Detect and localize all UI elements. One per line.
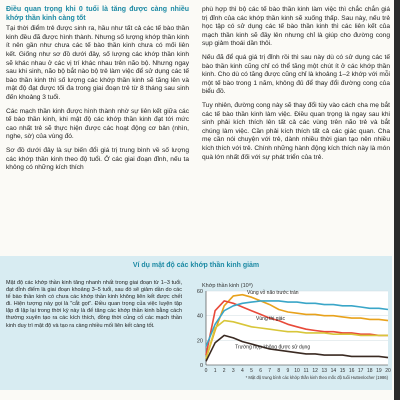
- paragraph: phù hợp thì bộ các tế bào thần kinh làm việc thì chắc chắn giá trị đỉnh của các khớp thần kinh sẽ xuống thấp. Sau này, nếu trẻ học tập có sử dụng các tế bào thần kinh thì các liên kết của mạch thần kinh sẽ đầy lên nhưng chỉ là giúp cho đường cong sụp giảm thoái dần thôi.: [202, 6, 390, 48]
- section-heading: Điều quan trọng khi 0 tuổi là tăng được càng nhiều khớp thần kinh càng tốt: [6, 6, 189, 22]
- x-tick-label: 10: [294, 368, 300, 374]
- x-tick-label: 20: [385, 368, 391, 374]
- y-tick-label: 0: [199, 363, 203, 369]
- x-tick-label: 15: [339, 368, 346, 374]
- x-tick-label: 16: [348, 368, 355, 374]
- y-tick-label: 20: [196, 338, 203, 345]
- x-tick-label: 11: [303, 368, 309, 374]
- chart-source-note: * Mật độ trung bình các khớp thần kinh theo mốc độ tuổi Huttenlocher (1986): [245, 375, 388, 380]
- page-edge: [394, 0, 400, 400]
- x-tick-label: 6: [259, 368, 262, 374]
- right-column: [202, 6, 390, 167]
- y-tick-label: 40: [196, 313, 203, 320]
- x-tick-label: 8: [277, 368, 281, 374]
- x-tick-label: 1: [213, 368, 217, 374]
- x-tick-label: 2: [222, 368, 226, 374]
- x-tick-label: 13: [321, 368, 328, 374]
- x-tick-label: 9: [286, 368, 290, 374]
- x-tick-label: 5: [250, 368, 253, 374]
- y-tick-label: 60: [196, 289, 203, 295]
- series-label: Vùng vỏ não trước trán: [246, 290, 299, 297]
- paragraph: Các mạch thần kinh được hình thành nhờ sự liên kết giữa các tế bào thần kinh, khi mật độ các khớp thần kinh đạt tới mức cao nhất trẻ sẽ thực hiện được các hoạt động cơ bản (nhìn, nghe, sờ) của vùng đó.: [6, 107, 189, 141]
- x-tick-label: 4: [241, 368, 244, 374]
- figure-caption: Mật độ các khớp thần kinh tăng nhanh nhất trong giai đoạn từ 1–3 tuổi, đạt đỉnh điểm là giai đoạn khoảng 3–5 tuổi, sau đó sẽ giảm dần do các tế bào thần kinh có chưa các khớp thần kinh không liên kết được chết đi. Hiện tượng này gọi là "cắt gọt". Điều quan trọng của việc luyện tập lặp đi lặp lại trong thời kỳ này là để tăng các khớp thần kinh bằng cách thường xuyên tạo ra các kích thích, đồng thời củng cố các mạch thần kinh duy trì mật độ và tạo ra càng nhiều mối liên kết càng tốt.: [6, 280, 182, 329]
- series-label: Vùng thị giác: [256, 315, 285, 322]
- x-tick-label: 0: [204, 368, 208, 374]
- figure-title: Ví dụ mật độ các khớp thần kinh giảm: [132, 262, 260, 269]
- paragraph: Tại thời điểm trẻ được sinh ra, hầu như tất cả các tế bào thần kinh đều đã được hình thành. Nhưng số lượng khớp thần kinh ít nên gần như chưa các tế bào thần kinh chưa có mối liên kết. Giống như sơ đồ dưới đây, số lượng các khớp thần kinh sẽ khác nhau ở các vị trí khác nhau trên não bộ. Nhưng ngay sau khi sinh, não bộ bắt nào bộ trẻ làm việc để sử dụng các tế bào thần kinh thì số lượng các khớp thần kinh sẽ tăng lên và mật độ đạt được tối đa trong giai đoạn trẻ từ 8 tháng sau sinh đến khoảng 3 tuổi.: [6, 25, 189, 101]
- x-tick-label: 12: [312, 368, 318, 374]
- series-label: Trường hợp không được sử dụng: [235, 344, 311, 351]
- synapse-density-chart: [184, 279, 394, 387]
- paragraph: Tuy nhiên, đường cong này sẽ thay đổi tùy vào cách cha mẹ bắt các tế bào thần kinh làm việc. Điều quan trọng là ngay sau khi sinh phải kích thích lên tất cả các vùng trên não trẻ và bắt chúng làm việc. Cần phải kích thích tất cả các giác quan. Cha mẹ cần nói chuyện với trẻ, dành nhiều thời gian tạo nên nhiều kích thích với trẻ. Chính những hành động kích thích này là món quà lớn nhất đối với sự phát triển của trẻ.: [202, 101, 390, 161]
- x-tick-label: 19: [376, 368, 382, 374]
- x-tick-label: 14: [330, 368, 337, 374]
- left-column: [6, 6, 189, 178]
- x-tick-label: 18: [367, 368, 373, 374]
- paragraph: Sơ đồ dưới đây là sự biến đổi giá trị trung bình về số lượng các khớp thần kinh theo độ tuổi. Ở các giai đoạn đỉnh, nếu ta không có những kích thích: [6, 146, 189, 172]
- x-tick-label: 17: [357, 368, 364, 374]
- x-tick-label: 7: [268, 368, 272, 374]
- paragraph: Nếu đã để quá giá trị đỉnh rồi thì sau này dù có sử dụng các tế bào thần kinh cũng chỉ có thể tăng một chút ít ở các khớp thần kinh. Cho dù có tăng được cũng chỉ là khoảng 1–2 khớp với mỗi một tế bào trong 1 năm, không đủ để thay đổi đường cong của biểu đồ.: [202, 53, 390, 96]
- y-axis-label: Khớp thần kinh (10⁸): [202, 283, 253, 289]
- x-tick-label: 3: [231, 368, 235, 374]
